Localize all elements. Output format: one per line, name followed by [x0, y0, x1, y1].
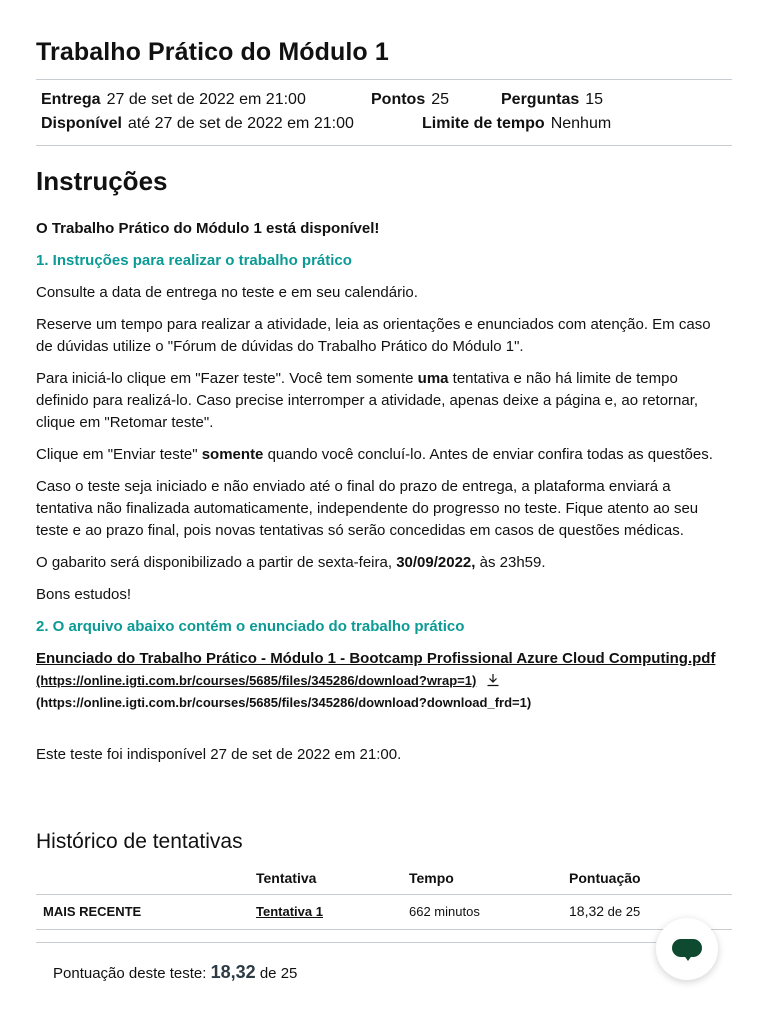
column-header: Pontuação: [569, 864, 732, 895]
paragraph-4: Clique em "Enviar teste" somente quando você concluí-lo. Antes de enviar confira todas as questões.: [36, 446, 713, 463]
file-download-url: (https://online.igti.com.br/courses/5685/files/345286/download?download_frd=1): [36, 695, 532, 710]
entrega-label: Entrega: [41, 91, 101, 108]
perguntas-value: 15: [585, 91, 604, 108]
attempt-history-table: [36, 864, 732, 930]
divider: [36, 942, 656, 943]
unavailable-notice: Este teste foi indisponível 27 de set de 2022 em 21:00.: [36, 746, 402, 763]
page-title: Trabalho Prático do Módulo 1: [36, 38, 389, 66]
table-row: [36, 895, 732, 930]
divider: [36, 79, 732, 80]
file-url-link[interactable]: (https://online.igti.com.br/courses/5685/files/345286/download?wrap=1): [36, 673, 477, 688]
perguntas-detail: [501, 91, 603, 109]
disponivel-label: Disponível: [41, 115, 122, 132]
section1-heading: 1. Instruções para realizar o trabalho prático: [36, 252, 352, 269]
attempt-link[interactable]: Tentativa 1: [256, 903, 323, 919]
column-header: Tentativa: [256, 864, 409, 895]
score-value: 18,32: [210, 962, 256, 982]
paragraph-1: Consulte a data de entrega no teste e em seu calendário.: [36, 284, 418, 301]
paragraph-6: O gabarito será disponibilizado a partir de sexta-feira, 30/09/2022, às 23h59.: [36, 554, 546, 571]
paragraph-5: Caso o teste seja iniciado e não enviado até o final do prazo de entrega, a plataforma enviará a tentativa não finalizada automaticamente, independente do progresso no teste. Fique atento ao seu teste e ao prazo final, pois novas tentativas só serão concedidas em casos de questões médicas.: [36, 478, 699, 539]
pontos-detail: [371, 91, 449, 109]
instructions-heading: Instruções: [36, 166, 168, 196]
column-header: Tempo: [409, 864, 569, 895]
paragraph-3: Para iniciá-lo clique em "Fazer teste". Você tem somente uma tentativa e não há limite de tempo definido para realizá-lo. Caso precise interromper a atividade, apenas deixe a página e, ao retornar, clique em "Retomar teste".: [36, 370, 699, 431]
instructions-intro: O Trabalho Prático do Módulo 1 está disponível!: [36, 220, 380, 237]
attempt-time: 662 minutos: [409, 895, 569, 930]
file-link-block: [36, 648, 726, 714]
pontos-label: Pontos: [371, 91, 426, 108]
paragraph-2: Reserve um tempo para realizar a atividade, leia as orientações e enunciados com atenção. Em caso de dúvidas utilize o "Fórum de dúvidas do Trabalho Prático do Módulo 1".: [36, 316, 711, 355]
file-download-link[interactable]: Enunciado do Trabalho Prático - Módulo 1 - Bootcamp Profissional Azure Cloud Computing.pdf: [36, 650, 716, 667]
entrega-value: 27 de set de 2022 em 21:00: [106, 91, 306, 108]
attempt-score: 18,32 de 25: [569, 895, 732, 930]
disponivel-value: até 27 de set de 2022 em 21:00: [127, 115, 354, 132]
limite-value: Nenhum: [550, 115, 612, 132]
score-total: de 25: [259, 965, 298, 982]
limite-detail: [422, 115, 611, 133]
perguntas-label: Perguntas: [501, 91, 580, 108]
chat-button[interactable]: [656, 918, 718, 980]
quiz-score: [53, 962, 297, 983]
history-heading: Histórico de tentativas: [36, 830, 243, 853]
download-icon[interactable]: [486, 673, 500, 687]
limite-label: Limite de tempo: [422, 115, 545, 132]
paragraph-7: Bons estudos!: [36, 586, 132, 603]
pontos-value: 25: [431, 91, 450, 108]
divider: [36, 145, 732, 146]
column-header: [36, 864, 256, 895]
attempt-label: MAIS RECENTE: [36, 895, 256, 930]
instructions-body: [36, 218, 726, 776]
disponivel-detail: [41, 115, 354, 133]
entrega-detail: [41, 91, 306, 109]
table-header-row: [36, 864, 732, 895]
score-label: Pontuação deste teste:: [53, 965, 207, 982]
section2-heading: 2. O arquivo abaixo contém o enunciado do trabalho prático: [36, 618, 465, 635]
